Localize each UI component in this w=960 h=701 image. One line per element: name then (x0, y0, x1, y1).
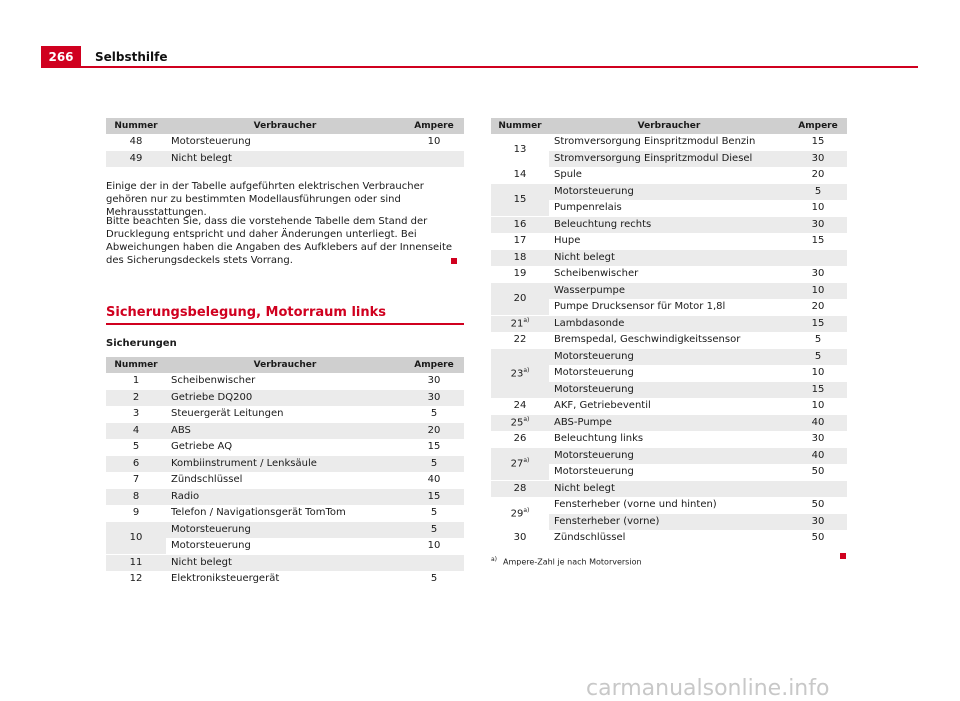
fuse-number (491, 415, 549, 432)
table-row (491, 398, 847, 415)
fuse-number-value: 16 (513, 218, 527, 230)
fuse-consumer: Zündschlüssel (549, 530, 789, 547)
fuse-consumer: Bremspedal, Geschwindigkeitssensor (549, 332, 789, 349)
column-header-ampere: Ampere (789, 118, 847, 134)
fuse-number (491, 266, 549, 283)
fuse-number (106, 489, 166, 506)
table-row (491, 167, 847, 184)
table-row (491, 497, 847, 514)
column-header-consumer: Verbraucher (549, 118, 789, 134)
column-header-number: Nummer (491, 118, 549, 134)
fuse-number (491, 481, 549, 498)
fuse-ampere: 30 (789, 151, 847, 168)
subsection-label: Sicherungen (106, 338, 177, 349)
table-header-row (491, 118, 847, 134)
fuse-number (106, 406, 166, 423)
fuse-number (106, 555, 166, 572)
fuse-consumer: Elektroniksteuergerät (166, 571, 404, 588)
fuse-number (106, 439, 166, 456)
fuse-ampere: 30 (404, 373, 464, 390)
table-row (106, 423, 464, 440)
fuse-number-value: 18 (513, 251, 527, 263)
fuse-ampere: 15 (404, 489, 464, 506)
subsection-heading: Sicherungsbelegung, Motorraum links (106, 305, 387, 320)
watermark: carmanualsonline.info (586, 676, 830, 701)
fuse-ampere: 10 (404, 538, 464, 555)
fuse-number-value: 6 (132, 457, 140, 469)
fuse-ampere: 15 (789, 382, 847, 399)
fuse-ampere: 30 (789, 217, 847, 234)
fuse-consumer: Motorsteuerung (549, 365, 789, 382)
fuse-number (491, 530, 549, 547)
fuse-number (491, 497, 549, 530)
fuse-ampere (789, 250, 847, 267)
fuse-consumer: Motorsteuerung (549, 448, 789, 465)
fuse-ampere: 10 (789, 200, 847, 217)
fuse-number-value: 26 (513, 433, 527, 445)
fuse-number (491, 167, 549, 184)
table-row (106, 456, 464, 473)
fuse-ampere: 10 (404, 134, 464, 151)
fuse-ampere: 10 (789, 365, 847, 382)
fuse-consumer: Motorsteuerung (166, 134, 404, 151)
fuse-consumer: Nicht belegt (549, 250, 789, 267)
fuse-number-value: 9 (132, 507, 140, 519)
table-row (491, 250, 847, 267)
fuse-consumer: Scheibenwischer (549, 266, 789, 283)
fuse-number-value: 25 (510, 417, 524, 429)
fuse-number (491, 217, 549, 234)
fuse-number-value: 19 (513, 268, 527, 280)
fuse-number (106, 373, 166, 390)
fuse-ampere: 5 (404, 522, 464, 539)
table-row (491, 184, 847, 201)
table-row (491, 349, 847, 366)
table-row (491, 217, 847, 234)
fuse-number-value: 12 (129, 573, 143, 585)
table-row (106, 390, 464, 407)
fuse-consumer: Lambdasonde (549, 316, 789, 333)
fuse-number (106, 505, 166, 522)
info-paragraph-2: Bitte beachten Sie, dass die vorstehende Tabelle dem Stand der Drucklegung entspricht und daher Änderungen unterliegt. Bei Abweichungen haben die Angaben des Aufklebers auf der Innenseite des Sicherungsdeckels stets Vorrang. (106, 216, 453, 266)
fuse-ampere: 10 (789, 398, 847, 415)
table-header-row (106, 357, 464, 373)
fuse-number (491, 233, 549, 250)
table-row (491, 316, 847, 333)
section-end-marker (451, 258, 457, 264)
fuse-number-value: 13 (513, 144, 527, 156)
fuse-consumer: Nicht belegt (166, 555, 404, 572)
column-header-number: Nummer (106, 357, 166, 373)
fuse-number (106, 571, 166, 588)
table-row (106, 406, 464, 423)
fuse-number-value: 28 (513, 482, 527, 494)
fuse-number (491, 283, 549, 316)
table-header-row (106, 118, 464, 134)
fuse-number-value: 29 (510, 508, 524, 520)
fuse-number (106, 423, 166, 440)
table-row (106, 555, 464, 572)
table-row (106, 439, 464, 456)
fuse-consumer: Kombiinstrument / Lenksäule (166, 456, 404, 473)
fuse-table-right (491, 118, 847, 547)
fuse-number: 49 (106, 151, 166, 168)
table-row (106, 472, 464, 489)
table-row (106, 522, 464, 539)
fuse-consumer: Motorsteuerung (549, 349, 789, 366)
fuse-ampere: 20 (789, 299, 847, 316)
section-end-marker (840, 553, 846, 559)
fuse-consumer: Beleuchtung rechts (549, 217, 789, 234)
footnote-ref: a) (523, 506, 530, 514)
fuse-consumer: Beleuchtung links (549, 431, 789, 448)
column-header-number: Nummer (106, 118, 166, 134)
fuse-ampere: 40 (789, 448, 847, 465)
fuse-consumer: Getriebe AQ (166, 439, 404, 456)
fuse-consumer: Radio (166, 489, 404, 506)
fuse-table-continuation (106, 118, 464, 168)
fuse-consumer: Motorsteuerung (549, 464, 789, 481)
fuse-number (106, 472, 166, 489)
fuse-ampere: 15 (789, 233, 847, 250)
fuse-number-value: 3 (132, 408, 140, 420)
fuse-ampere: 5 (789, 332, 847, 349)
table-row (491, 530, 847, 547)
header-rule (41, 66, 918, 68)
table-row (491, 266, 847, 283)
fuse-number-value: 27 (510, 458, 524, 470)
fuse-number (491, 398, 549, 415)
fuse-consumer: Stromversorgung Einspritzmodul Diesel (549, 151, 789, 168)
table-row (106, 151, 464, 168)
fuse-consumer: Spule (549, 167, 789, 184)
fuse-ampere: 15 (789, 134, 847, 151)
fuse-ampere: 30 (789, 431, 847, 448)
table-row (106, 505, 464, 522)
fuse-number (491, 184, 549, 217)
fuse-number-value: 17 (513, 235, 527, 247)
subsection-rule (106, 323, 464, 325)
fuse-number (491, 316, 549, 333)
fuse-number (491, 332, 549, 349)
table-row (106, 373, 464, 390)
footnote-ref: a) (523, 457, 530, 465)
fuse-number (106, 456, 166, 473)
fuse-consumer: Zündschlüssel (166, 472, 404, 489)
fuse-number-value: 15 (513, 194, 527, 205)
table-row (491, 332, 847, 349)
fuse-consumer: Fensterheber (vorne) (549, 514, 789, 531)
fuse-consumer: Pumpe Drucksensor für Motor 1,8l (549, 299, 789, 316)
fuse-consumer: Hupe (549, 233, 789, 250)
footnote-ref: a) (523, 366, 530, 374)
table-row (491, 481, 847, 498)
fuse-ampere: 50 (789, 464, 847, 481)
fuse-number-value: 5 (132, 441, 140, 453)
fuse-consumer: Stromversorgung Einspritzmodul Benzin (549, 134, 789, 151)
fuse-ampere: 5 (404, 456, 464, 473)
footnote (491, 556, 642, 567)
fuse-consumer: Nicht belegt (549, 481, 789, 498)
fuse-consumer: Telefon / Navigationsgerät TomTom (166, 505, 404, 522)
fuse-number (491, 448, 549, 481)
fuse-number-value: 11 (129, 556, 143, 568)
table-row (491, 415, 847, 432)
fuse-number-value: 14 (513, 169, 527, 181)
table-row (106, 489, 464, 506)
table-row (491, 283, 847, 300)
fuse-number (491, 349, 549, 399)
fuse-number-value: 23 (510, 367, 524, 379)
footnote-marker: a) (491, 556, 498, 563)
fuse-ampere: 50 (789, 497, 847, 514)
info-paragraph-1: Einige der in der Tabelle aufgeführten elektrischen Verbraucher gehören nur zu bestimmten Modellausführungen oder sind Mehrausstattungen. (106, 181, 424, 218)
table-row (491, 134, 847, 151)
section-title: Selbsthilfe (95, 50, 168, 64)
fuse-table-left (106, 357, 464, 588)
table-row (491, 233, 847, 250)
page-number: 266 (41, 46, 81, 68)
fuse-ampere: 40 (404, 472, 464, 489)
fuse-ampere: 30 (789, 514, 847, 531)
fuse-consumer: Pumpenrelais (549, 200, 789, 217)
fuse-number-value: 30 (513, 532, 527, 544)
fuse-number (106, 390, 166, 407)
fuse-number (491, 250, 549, 267)
column-header-ampere: Ampere (404, 357, 464, 373)
fuse-ampere: 50 (789, 530, 847, 547)
fuse-consumer: Motorsteuerung (166, 522, 404, 539)
fuse-ampere (404, 555, 464, 572)
fuse-number: 48 (106, 134, 166, 151)
column-header-consumer: Verbraucher (166, 118, 404, 134)
footnote-ref: a) (523, 416, 530, 424)
fuse-number-value: 10 (129, 532, 143, 543)
fuse-ampere: 5 (789, 184, 847, 201)
fuse-number-value: 7 (132, 474, 140, 486)
column-header-ampere: Ampere (404, 118, 464, 134)
fuse-ampere: 15 (404, 439, 464, 456)
fuse-number-value: 24 (513, 400, 527, 412)
fuse-ampere: 5 (789, 349, 847, 366)
fuse-ampere: 30 (789, 266, 847, 283)
fuse-consumer: Nicht belegt (166, 151, 404, 168)
table-row (491, 431, 847, 448)
table-row (491, 448, 847, 465)
fuse-ampere: 5 (404, 406, 464, 423)
fuse-consumer: Steuergerät Leitungen (166, 406, 404, 423)
fuse-number-value: 8 (132, 490, 140, 502)
fuse-consumer: AKF, Getriebeventil (549, 398, 789, 415)
fuse-consumer: Motorsteuerung (549, 184, 789, 201)
fuse-consumer: Fensterheber (vorne und hinten) (549, 497, 789, 514)
fuse-consumer: ABS-Pumpe (549, 415, 789, 432)
fuse-ampere: 40 (789, 415, 847, 432)
fuse-consumer: Wasserpumpe (549, 283, 789, 300)
fuse-number-value: 22 (513, 334, 527, 346)
fuse-ampere: 20 (404, 423, 464, 440)
fuse-ampere: 10 (789, 283, 847, 300)
fuse-number (106, 522, 166, 555)
fuse-ampere: 20 (789, 167, 847, 184)
table-row (106, 571, 464, 588)
fuse-number-value: 2 (132, 391, 140, 403)
fuse-ampere: 15 (789, 316, 847, 333)
fuse-ampere: 5 (404, 571, 464, 588)
fuse-consumer: Scheibenwischer (166, 373, 404, 390)
fuse-number (491, 431, 549, 448)
table-row (106, 134, 464, 151)
fuse-number-value: 4 (132, 424, 140, 436)
fuse-consumer: ABS (166, 423, 404, 440)
fuse-ampere: 5 (404, 505, 464, 522)
fuse-number-value: 20 (513, 293, 527, 304)
fuse-number-value: 1 (132, 375, 140, 386)
fuse-ampere: 30 (404, 390, 464, 407)
footnote-text: Ampere-Zahl je nach Motorversion (503, 557, 642, 567)
fuse-number-value: 21 (510, 318, 524, 330)
column-header-consumer: Verbraucher (166, 357, 404, 373)
fuse-consumer: Motorsteuerung (166, 538, 404, 555)
footnote-ref: a) (523, 317, 530, 325)
fuse-ampere (404, 151, 464, 168)
fuse-number (491, 134, 549, 167)
fuse-ampere (789, 481, 847, 498)
fuse-consumer: Getriebe DQ200 (166, 390, 404, 407)
fuse-consumer: Motorsteuerung (549, 382, 789, 399)
